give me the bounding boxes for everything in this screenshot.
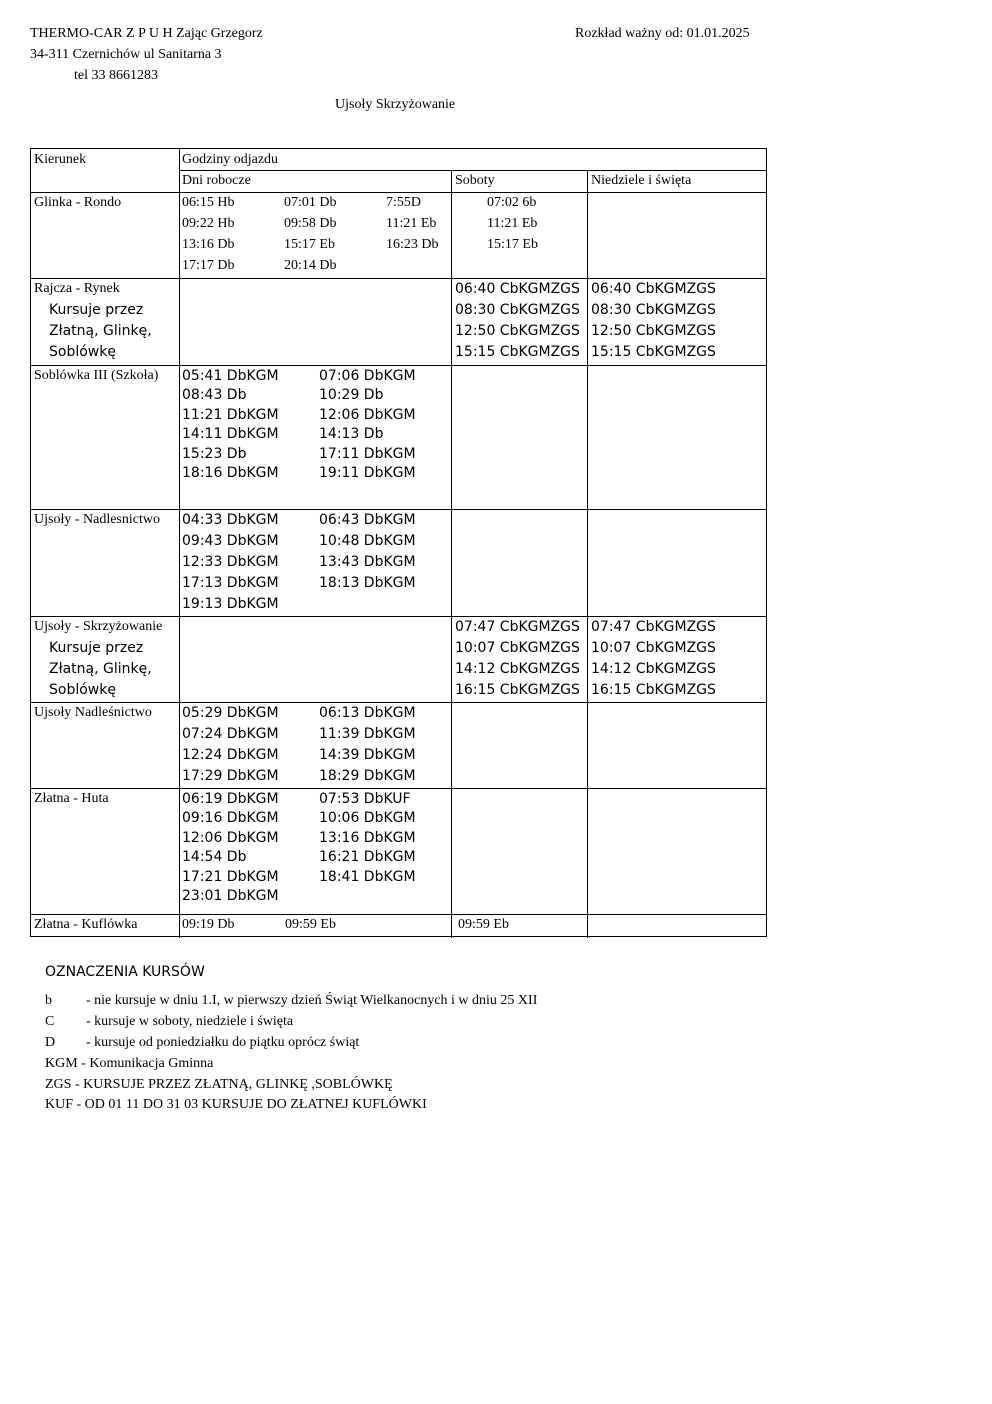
legend-item — [45, 993, 537, 1009]
company-address: 34-311 Czernichów ul Sanitarna 3 — [30, 47, 222, 62]
header-departures: Godziny odjazdu — [182, 152, 279, 167]
departure-time: 10:48 DbKGM — [319, 533, 416, 549]
departure-time: 07:24 DbKGM — [182, 726, 279, 742]
departure-time: 14:11 DbKGM — [182, 426, 279, 443]
direction-label: Rajcza - Rynek — [34, 281, 120, 296]
departure-time: 17:21 DbKGM — [182, 868, 279, 885]
departure-time: 05:41 DbKGM — [182, 368, 279, 384]
departure-time: 09:58 Db — [284, 216, 337, 231]
saturday-time: 06:40 CbKGMZGS — [455, 281, 580, 297]
departure-time: 09:59 Eb — [285, 917, 336, 932]
route-note: Złatną, Glinkę, — [49, 661, 152, 677]
saturday-time: 16:15 CbKGMZGS — [455, 682, 580, 698]
sunday-time: 07:47 CbKGMZGS — [591, 619, 716, 635]
legend-text: - kursuje od poniedziałku do piątku oprócz świąt — [86, 1035, 360, 1050]
departure-time: 09:43 DbKGM — [182, 533, 279, 549]
route-note: Kursuje przez — [49, 640, 144, 656]
saturday-time: 07:02 6b — [487, 195, 537, 210]
row-divider — [31, 365, 766, 366]
departure-time: 17:29 DbKGM — [182, 768, 279, 784]
departure-time: 14:54 Db — [182, 849, 247, 866]
departure-time: 11:21 Eb — [386, 216, 437, 231]
legend-item — [45, 1056, 213, 1072]
departure-time: 7:55D — [386, 195, 421, 210]
sunday-time: 14:12 CbKGMZGS — [591, 661, 716, 677]
departure-time: 07:06 DbKGM — [319, 368, 416, 384]
departure-time: 15:23 Db — [182, 445, 247, 462]
departure-time: 18:41 DbKGM — [319, 868, 416, 885]
direction-label: Złatna - Huta — [34, 791, 109, 806]
sunday-time: 12:50 CbKGMZGS — [591, 323, 716, 339]
saturday-time: 11:21 Eb — [487, 216, 538, 231]
stop-name: Ujsoły Skrzyżowanie — [335, 97, 456, 112]
departure-time: 06:19 DbKGM — [182, 791, 279, 807]
row-divider — [31, 914, 766, 915]
route-note: Soblówkę — [49, 344, 116, 360]
legend-text: KUF - OD 01 11 DO 31 03 KURSUJE DO ZŁATNEJ KUFLÓWKI — [45, 1097, 427, 1112]
legend-text: - kursuje w soboty, niedziele i święta — [86, 1014, 294, 1029]
departure-time: 09:19 Db — [182, 917, 235, 932]
legend-item — [45, 1097, 427, 1113]
legend-text: ZGS - KURSUJE PRZEZ ZŁATNĄ, GLINKĘ ,SOBLÓWKĘ — [45, 1077, 393, 1092]
sunday-time: 10:07 CbKGMZGS — [591, 640, 716, 656]
saturday-time: 09:59 Eb — [458, 917, 509, 932]
company-phone: tel 33 8661283 — [74, 68, 158, 83]
departure-time: 14:13 Db — [319, 426, 384, 443]
row-divider — [31, 702, 766, 703]
legend-code: C — [45, 1014, 55, 1029]
departure-time: 09:22 Hb — [182, 216, 235, 231]
header-saturdays: Soboty — [455, 173, 495, 188]
saturday-time: 07:47 CbKGMZGS — [455, 619, 580, 635]
departure-time: 12:24 DbKGM — [182, 747, 279, 763]
departure-time: 19:11 DbKGM — [319, 465, 416, 481]
departure-time: 07:53 DbKUF — [319, 791, 411, 807]
row-divider — [31, 509, 766, 510]
saturday-time: 15:15 CbKGMZGS — [455, 344, 580, 360]
header-weekdays: Dni robocze — [182, 173, 251, 188]
departure-time: 11:21 DbKGM — [182, 406, 279, 423]
departure-time: 15:17 Eb — [284, 237, 335, 252]
route-note: Złatną, Glinkę, — [49, 323, 152, 339]
column-divider-sunday — [587, 170, 588, 938]
direction-label: Ujsoły Nadleśnictwo — [34, 705, 152, 720]
direction-label: Glinka - Rondo — [34, 195, 122, 210]
timetable — [30, 148, 767, 937]
sunday-time: 08:30 CbKGMZGS — [591, 302, 716, 318]
departure-time: 18:13 DbKGM — [319, 575, 416, 591]
departure-time: 23:01 DbKGM — [182, 888, 279, 904]
departure-time: 05:29 DbKGM — [182, 705, 279, 721]
header-direction: Kierunek — [34, 152, 87, 167]
departure-time: 06:15 Hb — [182, 195, 235, 210]
row-divider — [31, 278, 766, 279]
legend-item — [45, 1014, 293, 1030]
departure-time: 08:43 Db — [182, 387, 247, 404]
direction-label: Złatna - Kuflówka — [34, 917, 138, 932]
direction-label: Soblówka III (Szkoła) — [34, 368, 159, 383]
departure-time: 16:23 Db — [386, 237, 439, 252]
departure-time: 13:43 DbKGM — [319, 554, 416, 570]
direction-label: Ujsoły - Skrzyżowanie — [34, 619, 163, 634]
departure-time: 18:16 DbKGM — [182, 465, 279, 481]
departure-time: 19:13 DbKGM — [182, 596, 279, 612]
saturday-time: 15:17 Eb — [487, 237, 538, 252]
column-divider-direction — [179, 149, 180, 938]
saturday-time: 08:30 CbKGMZGS — [455, 302, 580, 318]
header-sundays: Niedziele i święta — [591, 173, 692, 188]
direction-label: Ujsoły - Nadlesnictwo — [34, 512, 160, 527]
sunday-time: 06:40 CbKGMZGS — [591, 281, 716, 297]
departure-time: 06:43 DbKGM — [319, 512, 416, 528]
row-divider — [31, 192, 766, 193]
company-name: THERMO-CAR Z P U H Zając Grzegorz — [30, 26, 263, 41]
departure-time: 10:29 Db — [319, 387, 384, 404]
sunday-time: 15:15 CbKGMZGS — [591, 344, 716, 360]
departure-time: 11:39 DbKGM — [319, 726, 416, 742]
departure-time: 20:14 Db — [284, 258, 337, 273]
departure-time: 14:39 DbKGM — [319, 747, 416, 763]
route-note: Kursuje przez — [49, 302, 144, 318]
departure-time: 18:29 DbKGM — [319, 768, 416, 784]
sunday-time: 16:15 CbKGMZGS — [591, 682, 716, 698]
saturday-time: 10:07 CbKGMZGS — [455, 640, 580, 656]
header-divider — [179, 170, 766, 171]
saturday-time: 12:50 CbKGMZGS — [455, 323, 580, 339]
departure-time: 17:17 Db — [182, 258, 235, 273]
departure-time: 06:13 DbKGM — [319, 705, 416, 721]
departure-time: 16:21 DbKGM — [319, 849, 416, 866]
saturday-time: 14:12 CbKGMZGS — [455, 661, 580, 677]
column-divider-saturday — [451, 170, 452, 938]
departure-time: 13:16 DbKGM — [319, 829, 416, 846]
departure-time: 13:16 Db — [182, 237, 235, 252]
legend-code: b — [45, 993, 52, 1008]
legend-text: - nie kursuje w dniu 1.I, w pierwszy dzień Świąt Wielkanocnych i w dniu 25 XII — [86, 993, 538, 1008]
legend-item — [45, 1077, 393, 1093]
departure-time: 17:11 DbKGM — [319, 445, 416, 462]
legend-item — [45, 1035, 359, 1051]
legend-title: OZNACZENIA KURSÓW — [45, 964, 205, 980]
route-note: Soblówkę — [49, 682, 116, 698]
departure-time: 12:06 DbKGM — [182, 829, 279, 846]
valid-from: Rozkład ważny od: 01.01.2025 — [575, 26, 750, 41]
departure-time: 12:33 DbKGM — [182, 554, 279, 570]
legend-code: D — [45, 1035, 56, 1050]
departure-time: 10:06 DbKGM — [319, 810, 416, 827]
legend-text: KGM - Komunikacja Gminna — [45, 1056, 214, 1071]
departure-time: 07:01 Db — [284, 195, 337, 210]
departure-time: 12:06 DbKGM — [319, 406, 416, 423]
row-divider — [31, 616, 766, 617]
departure-time: 04:33 DbKGM — [182, 512, 279, 528]
row-divider — [31, 788, 766, 789]
departure-time: 17:13 DbKGM — [182, 575, 279, 591]
departure-time: 09:16 DbKGM — [182, 810, 279, 827]
